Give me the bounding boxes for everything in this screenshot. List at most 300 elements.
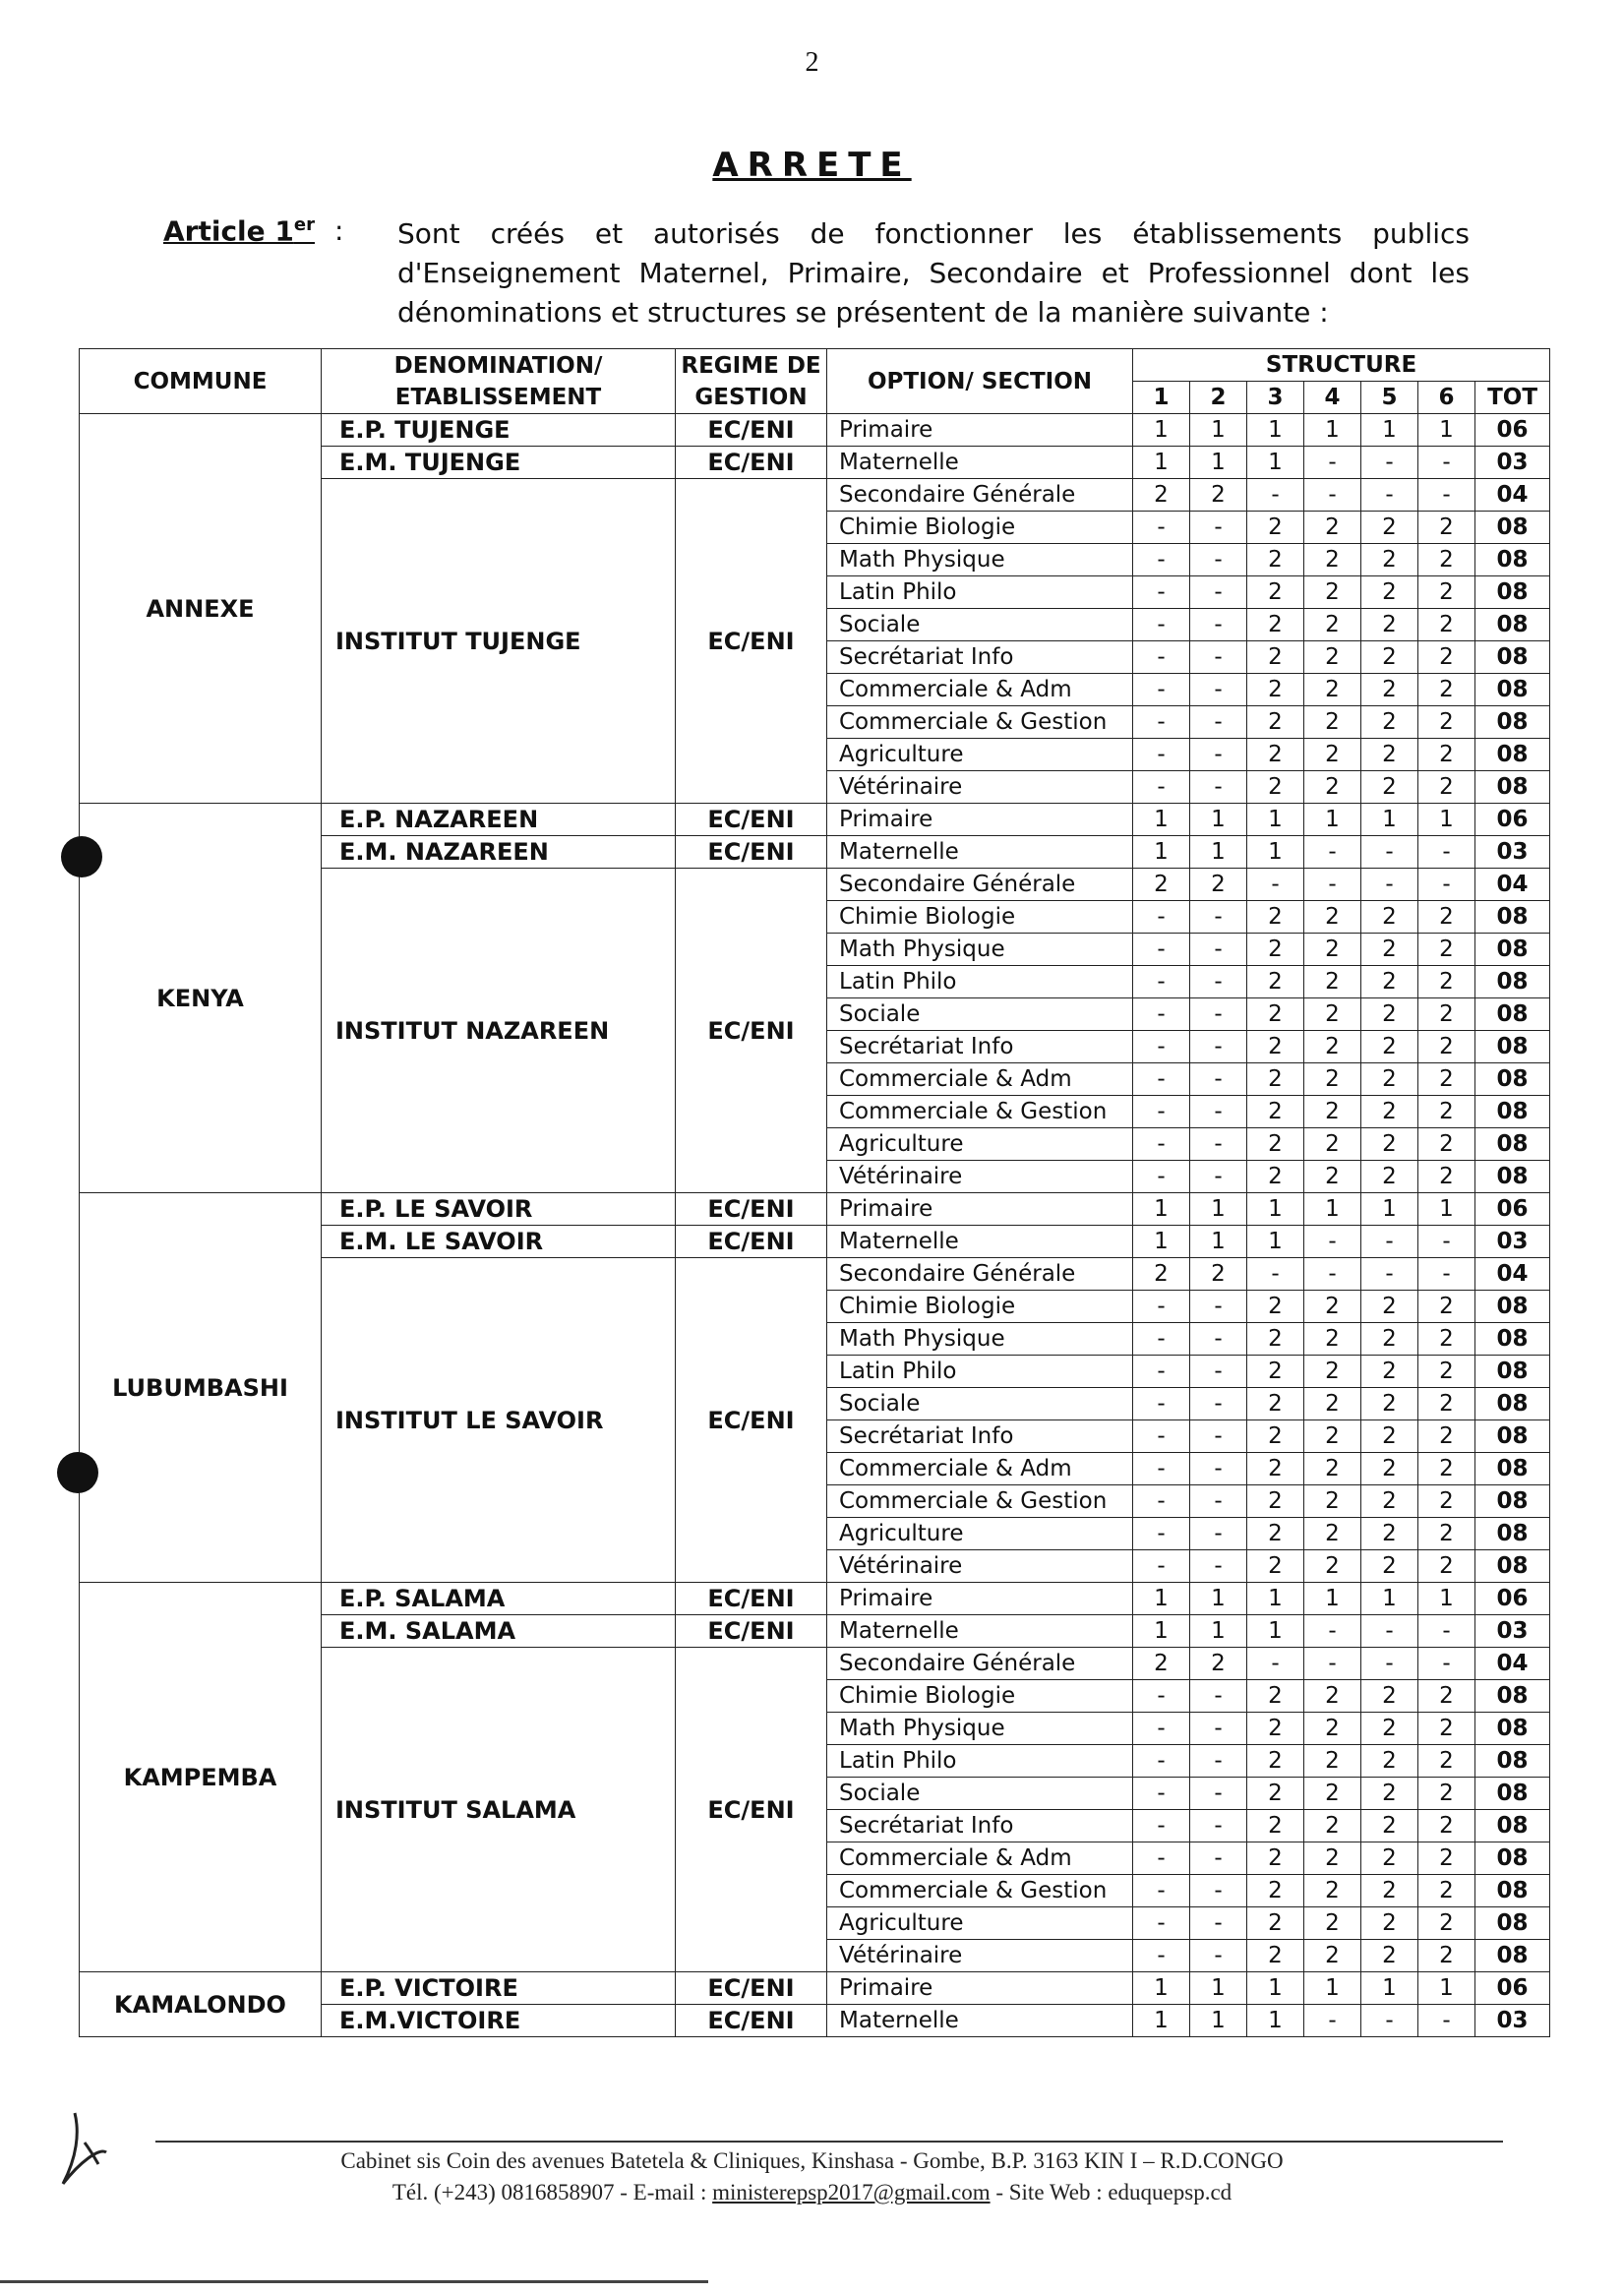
option-cell: Latin Philo xyxy=(827,576,1133,609)
structure-cell: 2 xyxy=(1247,1680,1304,1713)
total-cell: 06 xyxy=(1475,1583,1550,1615)
establishment-cell: INSTITUT LE SAVOIR xyxy=(322,1258,676,1583)
structure-cell: 2 xyxy=(1361,1063,1418,1096)
option-cell: Secondaire Générale xyxy=(827,1258,1133,1291)
commune-cell: LUBUMBASHI xyxy=(80,1193,322,1583)
structure-cell: 1 xyxy=(1247,414,1304,447)
structure-cell: 2 xyxy=(1361,771,1418,804)
structure-cell: - xyxy=(1304,1226,1361,1258)
structure-cell: 1 xyxy=(1304,804,1361,836)
establishment-cell: E.P. LE SAVOIR xyxy=(322,1193,676,1226)
footer-address: Cabinet sis Coin des avenues Batetela & Cliniques, Kinshasa - Gombe, B.P. 3163 KIN I – R.D.CONGO xyxy=(340,2148,1284,2173)
regime-cell: EC/ENI xyxy=(676,1972,827,2005)
structure-cell: - xyxy=(1247,1648,1304,1680)
option-cell: Commerciale & Adm xyxy=(827,674,1133,706)
document-title: ARRETE xyxy=(712,146,912,185)
option-cell: Math Physique xyxy=(827,544,1133,576)
structure-cell: 2 xyxy=(1304,1778,1361,1810)
structure-cell: 1 xyxy=(1247,1193,1304,1226)
option-cell: Vétérinaire xyxy=(827,1550,1133,1583)
option-cell: Math Physique xyxy=(827,1713,1133,1745)
structure-cell: 2 xyxy=(1133,869,1190,901)
structure-cell: 2 xyxy=(1304,739,1361,771)
structure-cell: 2 xyxy=(1304,1291,1361,1323)
structure-cell: - xyxy=(1190,739,1247,771)
structure-cell: - xyxy=(1190,1096,1247,1128)
structure-cell: - xyxy=(1133,771,1190,804)
total-cell: 08 xyxy=(1475,1713,1550,1745)
structure-cell: 2 xyxy=(1418,1778,1475,1810)
structure-cell: 2 xyxy=(1247,1713,1304,1745)
structure-cell: - xyxy=(1190,966,1247,998)
structure-cell: - xyxy=(1190,1745,1247,1778)
header-regime: REGIME DE GESTION xyxy=(676,349,827,414)
structure-cell: - xyxy=(1361,1615,1418,1648)
structure-cell: 2 xyxy=(1304,901,1361,934)
footer-tel: Tél. (+243) 0816858907 - E-mail : xyxy=(391,2180,713,2204)
structure-cell: 2 xyxy=(1361,1323,1418,1356)
structure-cell: 1 xyxy=(1190,836,1247,869)
structure-cell: 2 xyxy=(1361,512,1418,544)
total-cell: 03 xyxy=(1475,2005,1550,2037)
structure-cell: 2 xyxy=(1418,1485,1475,1518)
structure-cell: 2 xyxy=(1418,1940,1475,1972)
structure-cell: 1 xyxy=(1190,804,1247,836)
structure-cell: 2 xyxy=(1361,674,1418,706)
structure-cell: - xyxy=(1304,447,1361,479)
structure-cell: 2 xyxy=(1418,771,1475,804)
structure-cell: - xyxy=(1190,1518,1247,1550)
structure-cell: - xyxy=(1418,869,1475,901)
option-cell: Primaire xyxy=(827,804,1133,836)
structure-cell: 1 xyxy=(1247,836,1304,869)
structure-cell: 2 xyxy=(1418,1453,1475,1485)
structure-cell: - xyxy=(1418,836,1475,869)
structure-cell: 2 xyxy=(1247,1161,1304,1193)
establishment-cell: INSTITUT NAZAREEN xyxy=(322,869,676,1193)
structure-cell: 2 xyxy=(1304,1518,1361,1550)
structure-cell: - xyxy=(1133,706,1190,739)
option-cell: Maternelle xyxy=(827,1615,1133,1648)
total-cell: 03 xyxy=(1475,447,1550,479)
structure-cell: 2 xyxy=(1304,544,1361,576)
structure-cell: 1 xyxy=(1247,804,1304,836)
structure-cell: 1 xyxy=(1190,1193,1247,1226)
structure-cell: - xyxy=(1190,1356,1247,1388)
structure-cell: 2 xyxy=(1247,1810,1304,1842)
table-header xyxy=(80,349,1550,414)
total-cell: 08 xyxy=(1475,1940,1550,1972)
structure-cell: - xyxy=(1133,1031,1190,1063)
option-cell: Commerciale & Gestion xyxy=(827,1485,1133,1518)
header-structure-col: 3 xyxy=(1247,382,1304,414)
structure-cell: 1 xyxy=(1247,1583,1304,1615)
structure-cell: - xyxy=(1304,2005,1361,2037)
total-cell: 08 xyxy=(1475,998,1550,1031)
structure-cell: 2 xyxy=(1418,1875,1475,1907)
structure-cell: 2 xyxy=(1361,1550,1418,1583)
structure-cell: 1 xyxy=(1247,1226,1304,1258)
structure-cell: - xyxy=(1190,1875,1247,1907)
regime-cell: EC/ENI xyxy=(676,2005,827,2037)
structure-cell: - xyxy=(1190,1161,1247,1193)
structure-cell: 2 xyxy=(1133,1258,1190,1291)
structure-cell: - xyxy=(1190,1778,1247,1810)
structure-cell: 2 xyxy=(1304,1356,1361,1388)
structure-cell: 1 xyxy=(1304,1972,1361,2005)
total-cell: 08 xyxy=(1475,1128,1550,1161)
option-cell: Primaire xyxy=(827,1193,1133,1226)
structure-cell: 2 xyxy=(1361,1940,1418,1972)
structure-cell: 2 xyxy=(1133,1648,1190,1680)
structure-cell: 2 xyxy=(1304,1810,1361,1842)
option-cell: Sociale xyxy=(827,1778,1133,1810)
option-cell: Vétérinaire xyxy=(827,771,1133,804)
structure-cell: 2 xyxy=(1361,576,1418,609)
structure-cell: - xyxy=(1133,1323,1190,1356)
structure-cell: 2 xyxy=(1304,512,1361,544)
structure-cell: - xyxy=(1133,1388,1190,1420)
commune-cell: KAMALONDO xyxy=(80,1972,322,2037)
structure-cell: 1 xyxy=(1418,1193,1475,1226)
structure-cell: 2 xyxy=(1361,901,1418,934)
header-commune: COMMUNE xyxy=(80,349,322,414)
structure-cell: - xyxy=(1133,1550,1190,1583)
structure-cell: 1 xyxy=(1361,1972,1418,2005)
structure-cell: 2 xyxy=(1190,869,1247,901)
structure-cell: - xyxy=(1190,1485,1247,1518)
structure-cell: - xyxy=(1361,1258,1418,1291)
structure-cell: 2 xyxy=(1418,1031,1475,1063)
structure-cell: - xyxy=(1190,1550,1247,1583)
structure-cell: 2 xyxy=(1361,1842,1418,1875)
structure-cell: - xyxy=(1133,1063,1190,1096)
structure-cell: 1 xyxy=(1133,1226,1190,1258)
option-cell: Agriculture xyxy=(827,1907,1133,1940)
structure-cell: - xyxy=(1133,1128,1190,1161)
option-cell: Latin Philo xyxy=(827,966,1133,998)
structure-cell: 2 xyxy=(1190,1648,1247,1680)
option-cell: Maternelle xyxy=(827,2005,1133,2037)
article-label xyxy=(163,214,315,247)
structure-cell: 2 xyxy=(1247,1550,1304,1583)
structure-cell: 2 xyxy=(1304,966,1361,998)
structure-cell: 2 xyxy=(1247,1096,1304,1128)
structure-cell: 2 xyxy=(1247,1063,1304,1096)
structure-cell: 2 xyxy=(1361,1453,1418,1485)
structure-cell: 1 xyxy=(1304,414,1361,447)
header-structure-col: 5 xyxy=(1361,382,1418,414)
total-cell: 08 xyxy=(1475,901,1550,934)
structure-cell: 2 xyxy=(1418,901,1475,934)
structure-cell: 1 xyxy=(1361,804,1418,836)
table-row xyxy=(80,804,1550,836)
structure-cell: - xyxy=(1133,512,1190,544)
structure-cell: - xyxy=(1190,609,1247,641)
structure-cell: 2 xyxy=(1304,1388,1361,1420)
structure-cell: 1 xyxy=(1133,1193,1190,1226)
option-cell: Commerciale & Gestion xyxy=(827,1096,1133,1128)
structure-cell: - xyxy=(1133,1453,1190,1485)
structure-cell: - xyxy=(1304,836,1361,869)
total-cell: 08 xyxy=(1475,1063,1550,1096)
option-cell: Primaire xyxy=(827,414,1133,447)
structure-cell: 1 xyxy=(1190,447,1247,479)
structure-cell: 2 xyxy=(1304,1031,1361,1063)
footer-site: - Site Web : eduquepsp.cd xyxy=(990,2180,1233,2204)
structure-cell: 2 xyxy=(1418,1680,1475,1713)
structure-cell: 2 xyxy=(1247,1875,1304,1907)
option-cell: Math Physique xyxy=(827,934,1133,966)
structure-cell: 2 xyxy=(1247,1291,1304,1323)
structure-cell: 2 xyxy=(1304,706,1361,739)
structure-cell: 2 xyxy=(1418,739,1475,771)
structure-cell: - xyxy=(1361,1226,1418,1258)
structure-cell: 2 xyxy=(1418,1096,1475,1128)
total-cell: 08 xyxy=(1475,1907,1550,1940)
structure-cell: 2 xyxy=(1247,706,1304,739)
structure-cell: 1 xyxy=(1190,1226,1247,1258)
regime-cell: EC/ENI xyxy=(676,414,827,447)
total-cell: 08 xyxy=(1475,1420,1550,1453)
option-cell: Math Physique xyxy=(827,1323,1133,1356)
structure-cell: - xyxy=(1133,1907,1190,1940)
total-cell: 08 xyxy=(1475,966,1550,998)
table-row xyxy=(80,1972,1550,2005)
structure-cell: 1 xyxy=(1190,2005,1247,2037)
total-cell: 08 xyxy=(1475,1810,1550,1842)
structure-cell: - xyxy=(1190,1907,1247,1940)
header-option: OPTION/ SECTION xyxy=(827,349,1133,414)
structure-cell: 2 xyxy=(1247,1323,1304,1356)
option-cell: Secondaire Générale xyxy=(827,1648,1133,1680)
structure-cell: - xyxy=(1190,674,1247,706)
structure-cell: 2 xyxy=(1418,1745,1475,1778)
structure-cell: - xyxy=(1304,1258,1361,1291)
structure-cell: 1 xyxy=(1133,1583,1190,1615)
structure-cell: 1 xyxy=(1133,836,1190,869)
structure-cell: - xyxy=(1361,869,1418,901)
regime-cell: EC/ENI xyxy=(676,804,827,836)
structure-cell: - xyxy=(1190,934,1247,966)
structure-cell: - xyxy=(1190,1810,1247,1842)
structure-cell: - xyxy=(1247,1258,1304,1291)
total-cell: 03 xyxy=(1475,836,1550,869)
article-label-sup: er xyxy=(293,214,315,235)
establishment-cell: E.P. SALAMA xyxy=(322,1583,676,1615)
structure-cell: 2 xyxy=(1304,1907,1361,1940)
total-cell: 08 xyxy=(1475,641,1550,674)
structure-cell: 1 xyxy=(1133,2005,1190,2037)
structure-cell: 2 xyxy=(1418,1356,1475,1388)
total-cell: 08 xyxy=(1475,1453,1550,1485)
structure-cell: 2 xyxy=(1361,609,1418,641)
structure-cell: 2 xyxy=(1304,934,1361,966)
structure-cell: 2 xyxy=(1361,1096,1418,1128)
total-cell: 08 xyxy=(1475,1550,1550,1583)
signature-mark xyxy=(55,2103,124,2192)
structure-cell: - xyxy=(1190,998,1247,1031)
structure-cell: 2 xyxy=(1304,1128,1361,1161)
option-cell: Primaire xyxy=(827,1972,1133,2005)
structure-cell: 2 xyxy=(1304,771,1361,804)
establishment-cell: INSTITUT SALAMA xyxy=(322,1648,676,1972)
total-cell: 08 xyxy=(1475,512,1550,544)
structure-cell: - xyxy=(1190,1940,1247,1972)
option-cell: Maternelle xyxy=(827,447,1133,479)
total-cell: 08 xyxy=(1475,1778,1550,1810)
option-cell: Primaire xyxy=(827,1583,1133,1615)
structure-cell: 2 xyxy=(1418,706,1475,739)
header-structure-col: TOT xyxy=(1475,382,1550,414)
structure-cell: 2 xyxy=(1304,1940,1361,1972)
structure-cell: - xyxy=(1133,1810,1190,1842)
structure-cell: 2 xyxy=(1361,1128,1418,1161)
option-cell: Commerciale & Adm xyxy=(827,1842,1133,1875)
structure-cell: 1 xyxy=(1361,414,1418,447)
structure-cell: - xyxy=(1190,1323,1247,1356)
structure-cell: - xyxy=(1133,674,1190,706)
article-colon: : xyxy=(334,214,344,247)
structure-cell: 2 xyxy=(1247,512,1304,544)
option-cell: Vétérinaire xyxy=(827,1940,1133,1972)
table-body xyxy=(80,414,1550,2037)
structure-cell: 2 xyxy=(1361,1907,1418,1940)
structure-cell: 1 xyxy=(1361,1583,1418,1615)
structure-cell: 2 xyxy=(1361,966,1418,998)
total-cell: 08 xyxy=(1475,1356,1550,1388)
structure-cell: - xyxy=(1361,479,1418,512)
structure-cell: 2 xyxy=(1361,1420,1418,1453)
total-cell: 08 xyxy=(1475,1096,1550,1128)
structure-cell: 1 xyxy=(1190,1583,1247,1615)
total-cell: 08 xyxy=(1475,706,1550,739)
structure-cell: 1 xyxy=(1247,447,1304,479)
option-cell: Latin Philo xyxy=(827,1745,1133,1778)
structure-cell: 2 xyxy=(1304,1875,1361,1907)
total-cell: 08 xyxy=(1475,1485,1550,1518)
footer-email[interactable]: ministerepsp2017@gmail.com xyxy=(712,2180,991,2204)
structure-cell: 2 xyxy=(1247,1031,1304,1063)
structure-cell: 2 xyxy=(1418,576,1475,609)
total-cell: 03 xyxy=(1475,1226,1550,1258)
structure-cell: 1 xyxy=(1418,414,1475,447)
structure-cell: 2 xyxy=(1304,641,1361,674)
structure-cell: 2 xyxy=(1247,1453,1304,1485)
punch-hole-mark xyxy=(61,836,102,877)
structure-cell: 2 xyxy=(1247,966,1304,998)
structure-cell: - xyxy=(1133,1356,1190,1388)
structure-cell: - xyxy=(1361,1648,1418,1680)
structure-cell: 2 xyxy=(1304,1161,1361,1193)
structure-cell: 2 xyxy=(1304,998,1361,1031)
establishment-cell: E.M. TUJENGE xyxy=(322,447,676,479)
structure-cell: 2 xyxy=(1418,1128,1475,1161)
total-cell: 08 xyxy=(1475,1031,1550,1063)
option-cell: Secondaire Générale xyxy=(827,479,1133,512)
structure-cell: - xyxy=(1133,1161,1190,1193)
structure-cell: - xyxy=(1361,447,1418,479)
structure-cell: - xyxy=(1304,869,1361,901)
structure-cell: - xyxy=(1304,1615,1361,1648)
structure-cell: 2 xyxy=(1418,1063,1475,1096)
establishment-cell: E.M. SALAMA xyxy=(322,1615,676,1648)
structure-cell: - xyxy=(1133,576,1190,609)
total-cell: 08 xyxy=(1475,544,1550,576)
structure-cell: 2 xyxy=(1304,1745,1361,1778)
structure-cell: 2 xyxy=(1247,1485,1304,1518)
structure-cell: - xyxy=(1418,1648,1475,1680)
option-cell: Vétérinaire xyxy=(827,1161,1133,1193)
structure-cell: 2 xyxy=(1133,479,1190,512)
structure-cell: - xyxy=(1190,1031,1247,1063)
establishment-cell: E.P. VICTOIRE xyxy=(322,1972,676,2005)
structure-cell: - xyxy=(1190,1680,1247,1713)
option-cell: Chimie Biologie xyxy=(827,1291,1133,1323)
structure-cell: - xyxy=(1190,1713,1247,1745)
structure-cell: 2 xyxy=(1418,1907,1475,1940)
structure-cell: - xyxy=(1133,739,1190,771)
structure-cell: 2 xyxy=(1418,1388,1475,1420)
establishment-cell: INSTITUT TUJENGE xyxy=(322,479,676,804)
structure-cell: 2 xyxy=(1304,1550,1361,1583)
structure-cell: 2 xyxy=(1418,998,1475,1031)
structure-cell: 2 xyxy=(1361,998,1418,1031)
article-label-text: Article 1 xyxy=(163,214,294,248)
structure-cell: - xyxy=(1133,544,1190,576)
structure-cell: - xyxy=(1361,2005,1418,2037)
option-cell: Secrétariat Info xyxy=(827,1420,1133,1453)
structure-cell: 2 xyxy=(1304,1420,1361,1453)
structure-cell: - xyxy=(1133,934,1190,966)
structure-cell: - xyxy=(1133,641,1190,674)
structure-cell: - xyxy=(1190,1291,1247,1323)
structure-cell: - xyxy=(1304,1648,1361,1680)
structure-cell: 2 xyxy=(1247,1778,1304,1810)
structure-cell: 2 xyxy=(1361,1713,1418,1745)
total-cell: 08 xyxy=(1475,771,1550,804)
structure-cell: 1 xyxy=(1304,1583,1361,1615)
structure-cell: 2 xyxy=(1247,1420,1304,1453)
total-cell: 06 xyxy=(1475,1972,1550,2005)
structure-table xyxy=(79,348,1550,2037)
structure-cell: 2 xyxy=(1304,1323,1361,1356)
structure-cell: 2 xyxy=(1304,1680,1361,1713)
structure-cell: - xyxy=(1418,447,1475,479)
total-cell: 08 xyxy=(1475,934,1550,966)
structure-cell: - xyxy=(1418,1615,1475,1648)
structure-cell: 1 xyxy=(1190,414,1247,447)
structure-cell: 1 xyxy=(1190,1972,1247,2005)
structure-cell: - xyxy=(1133,1875,1190,1907)
structure-cell: 1 xyxy=(1418,1972,1475,2005)
total-cell: 08 xyxy=(1475,1842,1550,1875)
option-cell: Maternelle xyxy=(827,1226,1133,1258)
structure-cell: 2 xyxy=(1304,674,1361,706)
regime-cell: EC/ENI xyxy=(676,479,827,804)
establishment-cell: E.P. NAZAREEN xyxy=(322,804,676,836)
structure-cell: 2 xyxy=(1247,1745,1304,1778)
punch-hole-mark xyxy=(57,1452,98,1493)
option-cell: Commerciale & Gestion xyxy=(827,1875,1133,1907)
structure-cell: 2 xyxy=(1247,771,1304,804)
structure-cell: 2 xyxy=(1247,1907,1304,1940)
option-cell: Agriculture xyxy=(827,1518,1133,1550)
option-cell: Secrétariat Info xyxy=(827,641,1133,674)
structure-cell: 1 xyxy=(1133,1972,1190,2005)
structure-cell: 2 xyxy=(1361,544,1418,576)
structure-cell: - xyxy=(1133,1485,1190,1518)
